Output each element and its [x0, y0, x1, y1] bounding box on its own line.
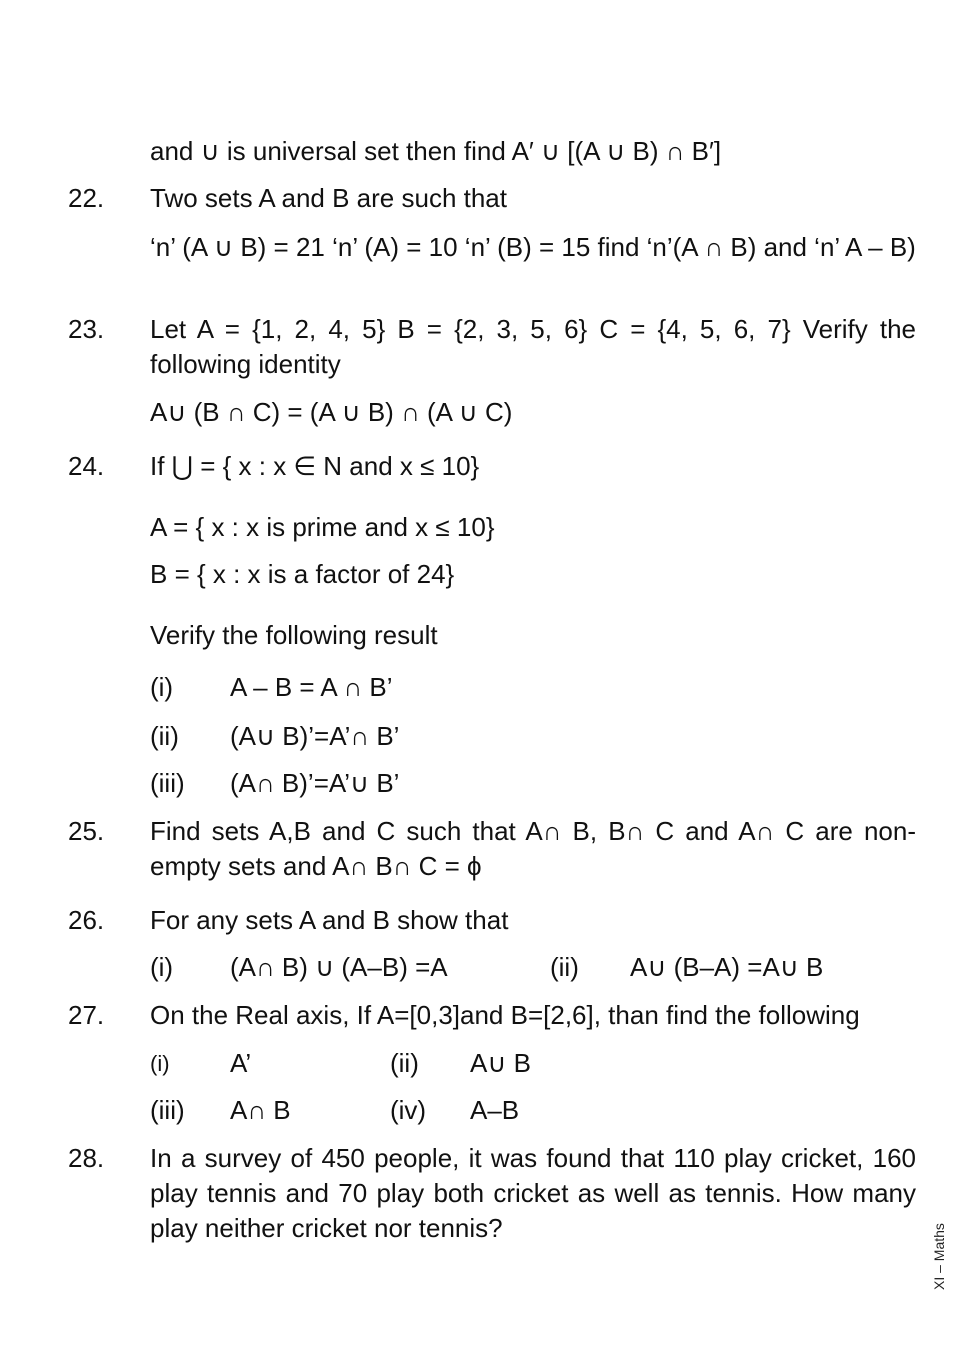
q23-identity: A∪ (B ∩ C) = (A ∪ B) ∩ (A ∪ C) — [150, 397, 513, 427]
q24-instruction: Verify the following result — [150, 620, 438, 650]
q27-part-ii-label: (ii) — [390, 1048, 419, 1078]
q24-universal-set: If ⋃ = { x : x ∈ N and x ≤ 10} — [150, 451, 480, 481]
q25-text: Find sets A,B and C such that A∩ B, B∩ C and A∩ C are non-empty sets and A∩ B∩ C = ϕ — [150, 816, 916, 881]
q27-part-ii: A∪ B — [470, 1048, 531, 1078]
q26-text: For any sets A and B show that — [150, 905, 509, 935]
q26-part-i-label: (i) — [150, 952, 174, 982]
q22-text: Two sets A and B are such that — [150, 183, 507, 213]
q24-part-iii: (A∩ B)’=A’∪ B’ — [230, 768, 400, 798]
q27-part-iv: A–B — [470, 1095, 520, 1125]
sidebar-running-title: XI – Maths — [931, 1223, 947, 1290]
q26-number: 26. — [68, 905, 105, 935]
q27-part-iv-label: (iv) — [390, 1095, 427, 1125]
q24-part-ii: (A∪ B)’=A’∩ B’ — [230, 721, 400, 751]
q27-text: On the Real axis, If A=[0,3]and B=[2,6], than find the following — [150, 1000, 860, 1030]
q24-set-a: A = { x : x is prime and x ≤ 10} — [150, 512, 495, 542]
q27-part-iii-label: (iii) — [150, 1095, 185, 1125]
q27-part-i: A’ — [230, 1048, 252, 1078]
q26-part-ii: A∪ (B–A) =A∪ B — [630, 952, 824, 982]
q26-part-i: (A∩ B) ∪ (A–B) =A — [230, 952, 448, 982]
q27-number: 27. — [68, 1000, 105, 1030]
q21-continuation: and ∪ is universal set then find A′ ∪ [(A ∪ B) ∩ B′] — [150, 136, 722, 166]
q26-part-ii-label: (ii) — [550, 952, 579, 982]
q24-number: 24. — [68, 451, 105, 481]
q23-text: Let A = {1, 2, 4, 5} B = {2, 3, 5, 6} C = {4, 5, 6, 7} Verify the following identity — [150, 314, 916, 379]
q28-text: In a survey of 450 people, it was found that 110 play cricket, 160 play tennis and 70 play both cricket as well as tennis. How many play neither cricket nor tennis? — [150, 1143, 916, 1243]
q27-part-iii: A∩ B — [230, 1095, 291, 1125]
q24-part-iii-label: (iii) — [150, 768, 185, 798]
q24-part-i: A – B = A ∩ B’ — [230, 672, 393, 702]
q24-part-ii-label: (ii) — [150, 721, 179, 751]
q22-number: 22. — [68, 183, 105, 213]
q25-number: 25. — [68, 816, 105, 846]
q24-part-i-label: (i) — [150, 672, 174, 702]
q27-part-i-label: (i) — [150, 1051, 170, 1076]
q22-given: ‘n’ (A ∪ B) = 21 ‘n’ (A) = 10 ‘n’ (B) = 15 find ‘n’(A ∩ B) and ‘n’ A – B) — [150, 232, 916, 262]
q28-number: 28. — [68, 1143, 105, 1173]
q24-set-b: B = { x : x is a factor of 24} — [150, 559, 455, 589]
q23-number: 23. — [68, 314, 105, 344]
